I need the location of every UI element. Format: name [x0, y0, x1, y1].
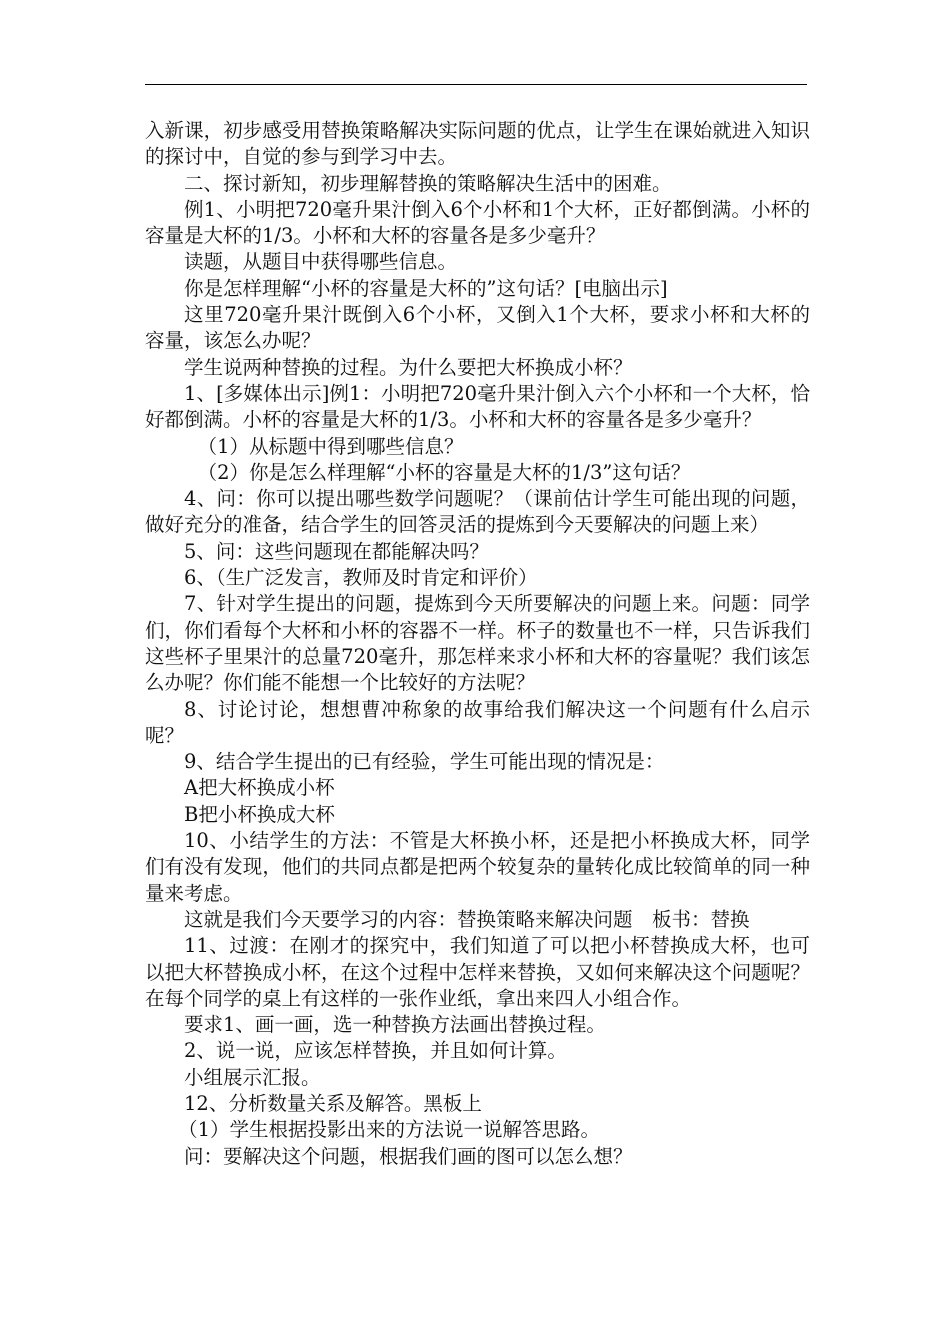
paragraph: （1）从标题中得到哪些信息？ [197, 434, 464, 458]
paragraph: 学生说两种替换的过程。为什么要把大杯换成小杯？ [184, 355, 633, 379]
paragraph: 4、问：你可以提出哪些数学问题呢？（课前估计学生可能出现的问题，做好充分的准备，结合学生的回答灵活的提炼到今天要解决的问题上来） [145, 487, 810, 537]
paragraph: 这就是我们今天要学习的内容：替换策略来解决问题 板书：替换 [184, 907, 750, 931]
paragraph: 7、针对学生提出的问题，提炼到今天所要解决的问题上来。问题：同学们，你们看每个大杯和小杯的容器不一样。杯子的数量也不一样，只告诉我们这些杯子里果汁的总量720毫升，那怎样来求小杯和大杯的容量呢？我们该怎么办呢？你们能不能想一个比较好的方法呢？ [145, 592, 810, 695]
paragraph: 10、小结学生的方法：不管是大杯换小杯，还是把小杯换成大杯，同学们有没有发现，他们的共同点都是把两个较复杂的量转化成比较简单的同一种量来考虑。 [145, 829, 810, 905]
header-rule [145, 84, 807, 85]
paragraph: （2）你是怎么样理解“小杯的容量是大杯的1/3”这句话？ [197, 460, 691, 484]
paragraph: 2、说一说，应该怎样替换，并且如何计算。 [184, 1039, 567, 1063]
paragraph: A把大杯换成小杯 [184, 776, 335, 800]
paragraph: 问：要解决这个问题，根据我们画的图可以怎么想？ [184, 1144, 633, 1168]
paragraph: （1）学生根据投影出来的方法说一说解答思路。 [178, 1118, 601, 1142]
document-body [145, 118, 810, 1170]
paragraph: 这里720毫升果汁既倒入6个小杯，又倒入1个大杯，要求小杯和大杯的容量，该怎么办呢？ [145, 303, 810, 353]
paragraph: 8、讨论讨论，想想曹冲称象的故事给我们解决这一个问题有什么启示呢？ [145, 697, 810, 747]
paragraph: 6、（生广泛发言，教师及时肯定和评价） [184, 566, 538, 590]
paragraph: 要求1、画一画，选一种替换方法画出替换过程。 [184, 1013, 606, 1037]
paragraph: B把小杯换成大杯 [184, 802, 335, 826]
paragraph: 例1、小明把720毫升果汁倒入6个小杯和1个大杯，正好都倒满。小杯的容量是大杯的1/3。小杯和大杯的容量各是多少毫升？ [145, 197, 810, 248]
paragraph: 二、探讨新知，初步理解替换的策略解决生活中的困难。 [184, 171, 672, 195]
paragraph: 读题，从题目中获得哪些信息。 [184, 250, 458, 274]
paragraph: 5、问：这些问题现在都能解决吗？ [184, 539, 489, 563]
paragraph: 小组展示汇报。 [184, 1065, 321, 1089]
paragraph: 你是怎样理解“小杯的容量是大杯的”这句话？[电脑出示] [184, 276, 668, 300]
paragraph: 11、过渡：在刚才的探究中，我们知道了可以把小杯替换成大杯，也可以把大杯替换成小杯，在这个过程中怎样来替换，又如何来解决这个问题呢？在每个同学的桌上有这样的一张作业纸，拿出来四人小组合作。 [145, 934, 810, 1010]
paragraph: 9、结合学生提出的已有经验，学生可能出现的情况是： [184, 750, 665, 774]
paragraph: 12、分析数量关系及解答。黑板上 [184, 1091, 482, 1115]
paragraph: 入新课，初步感受用替换策略解决实际问题的优点，让学生在课始就进入知识的探讨中，自觉的参与到学习中去。 [145, 119, 810, 169]
paragraph: 1、[多媒体出示]例1：小明把720毫升果汁倒入六个小杯和一个大杯，恰好都倒满。小杯的容量是大杯的1/3。小杯和大杯的容量各是多少毫升？ [145, 381, 810, 432]
